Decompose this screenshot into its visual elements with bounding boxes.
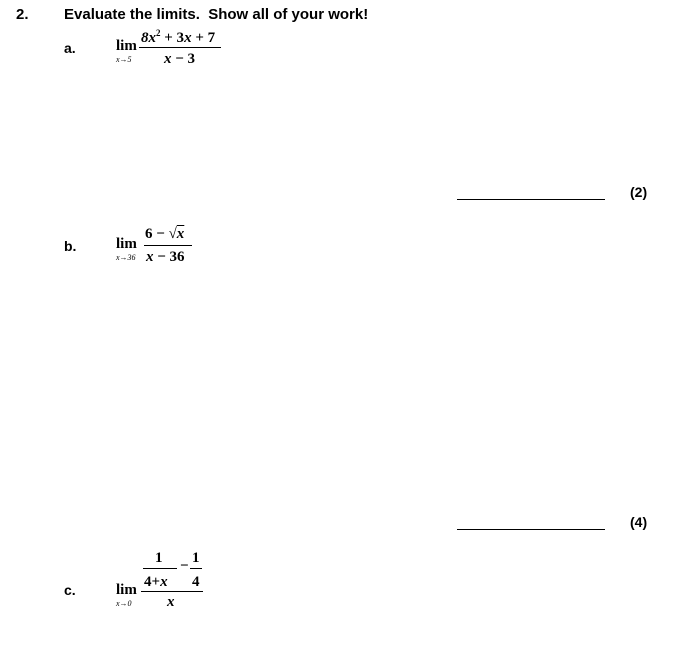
part-c-label: c. bbox=[64, 582, 76, 598]
part-a-denominator: x − 3 bbox=[164, 51, 196, 67]
part-a-answer-line[interactable] bbox=[457, 199, 605, 200]
part-b-lim: lim bbox=[116, 236, 137, 252]
part-c-right-numerator: 1 bbox=[192, 550, 200, 566]
part-a-fraction-bar bbox=[139, 47, 221, 48]
part-c-left-denominator: 4+x bbox=[144, 574, 168, 590]
part-b-numerator: 6 − √x bbox=[145, 226, 185, 242]
part-c-minus: − bbox=[180, 558, 189, 574]
part-b-answer-line[interactable] bbox=[457, 529, 605, 530]
part-b-points: (4) bbox=[630, 514, 648, 530]
part-b-denominator: x − 36 bbox=[146, 249, 185, 265]
question-number: 2. bbox=[16, 6, 29, 23]
part-a-approach: x→5 bbox=[116, 55, 132, 64]
part-c-right-fraction-bar bbox=[190, 568, 202, 569]
part-b-approach: x→36 bbox=[116, 253, 136, 262]
part-a-points: (2) bbox=[630, 184, 648, 200]
part-c-lim: lim bbox=[116, 582, 137, 598]
part-c-main-fraction-bar bbox=[141, 591, 203, 592]
part-b-fraction-bar bbox=[144, 245, 192, 246]
part-c-approach: x→0 bbox=[116, 599, 132, 608]
part-c-denominator: x bbox=[167, 594, 175, 610]
question-prompt: Evaluate the limits. Show all of your work! bbox=[64, 6, 369, 23]
part-a-numerator: $8x^2 + 3x + 7$ bbox=[141, 28, 216, 46]
part-a-label: a. bbox=[64, 40, 76, 56]
part-c-left-numerator: 1 bbox=[155, 550, 163, 566]
part-a-lim: lim bbox=[116, 38, 137, 54]
part-c-right-denominator: 4 bbox=[192, 574, 200, 590]
part-b-label: b. bbox=[64, 238, 77, 254]
part-c-left-fraction-bar bbox=[143, 568, 177, 569]
